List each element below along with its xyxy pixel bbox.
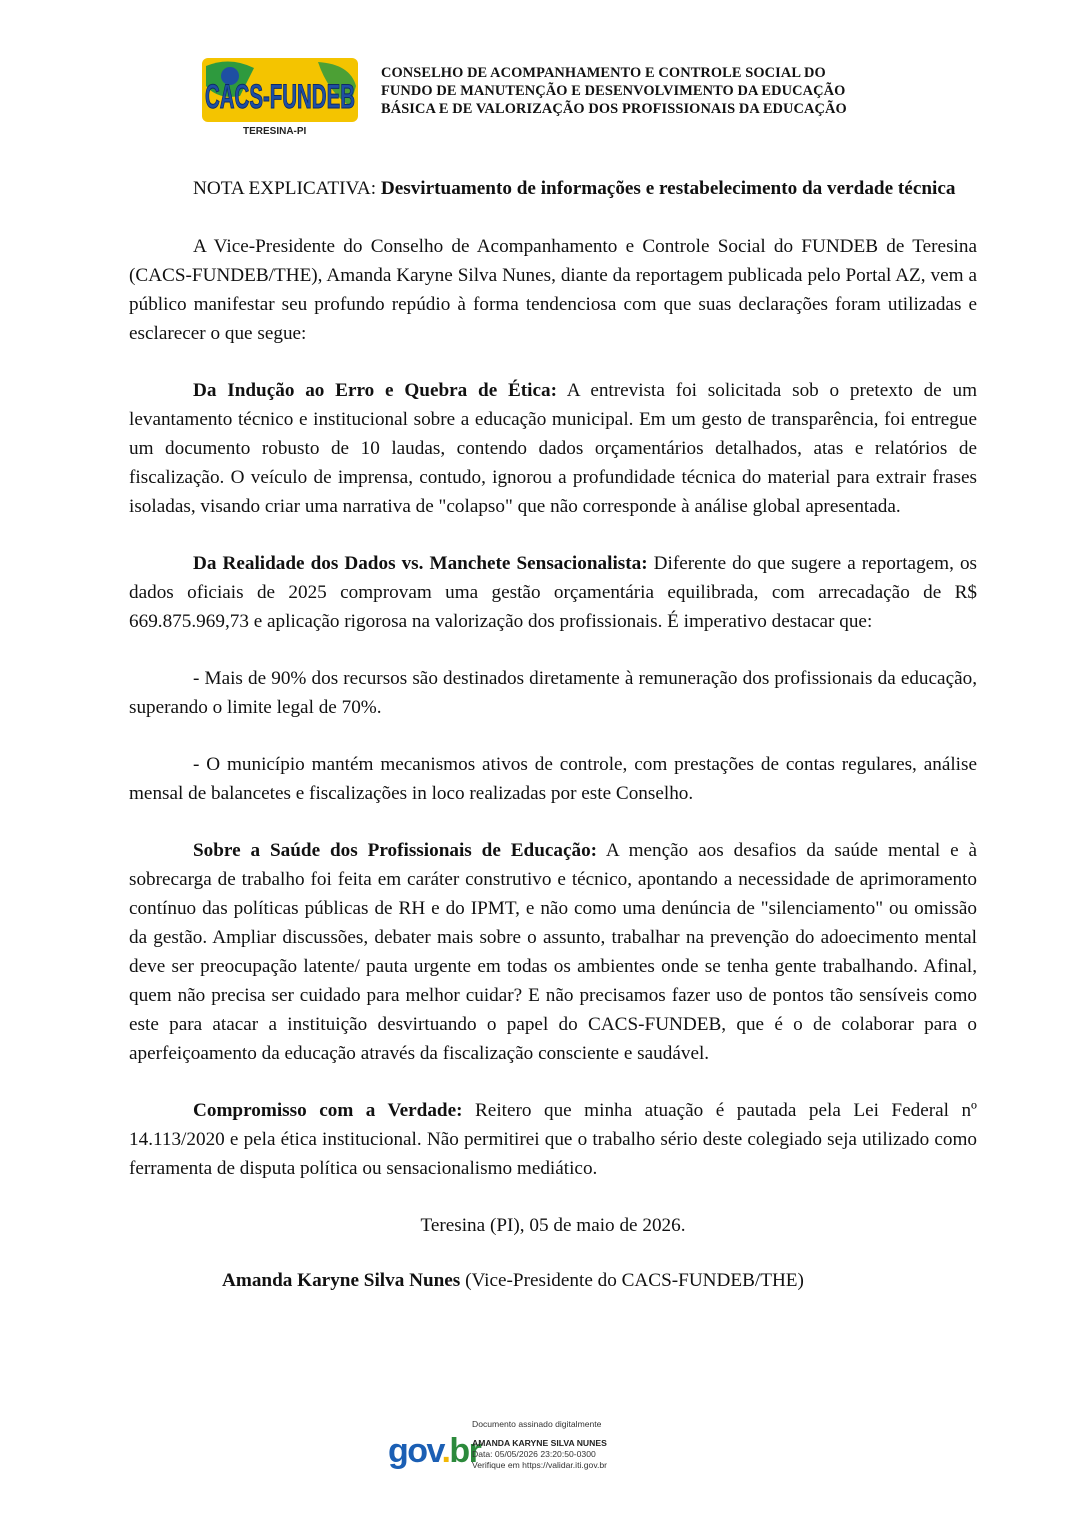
council-name xyxy=(381,64,941,118)
stamp-header: Documento assinado digitalmente xyxy=(472,1419,602,1429)
council-name-line: BÁSICA E DE VALORIZAÇÃO DOS PROFISSIONAIS DA EDUCAÇÃO xyxy=(381,101,847,117)
bullet-item: - Mais de 90% dos recursos são destinados diretamente à remuneração dos profissionais da educação, superando o limite legal de 70%. xyxy=(129,668,977,718)
council-name-line: FUNDO DE MANUTENÇÃO E DESENVOLVIMENTO DA EDUCAÇÃO xyxy=(381,83,846,99)
paragraph-realidade xyxy=(129,549,977,636)
paragraph-inducao xyxy=(129,376,977,521)
stamp-verify-link[interactable]: Verifique em https://validar.iti.gov.br xyxy=(472,1460,608,1470)
logo-subtitle: TERESINA-PI xyxy=(243,126,307,137)
document-body xyxy=(129,174,977,1295)
place-date: Teresina (PI), 05 de maio de 2026. xyxy=(420,1215,686,1236)
govbr-logo-dot: . xyxy=(441,1432,450,1470)
paragraph-heading: Compromisso com a Verdade: xyxy=(193,1100,463,1121)
paragraph-text: Reitero que minha atuação é pautada pela Lei Federal nº 14.113/2020 e pela ética institucional. Não permitirei que o trabalho sério deste colegiado seja utilizado como ferramenta de disputa política ou sensacionalismo mediático. xyxy=(129,1100,977,1179)
signer-name: Amanda Karyne Silva Nunes xyxy=(222,1270,461,1291)
paragraph-heading: Da Indução ao Erro e Quebra de Ética: xyxy=(193,380,558,401)
paragraph-text: A entrevista foi solicitada sob o pretexto de um levantamento técnico e institucional sobre a educação municipal. Em um gesto de transparência, foi entregue um documento robusto de 10 laudas, contendo dados orçamentários detalhados, atas e relatórios de fiscalização. O veículo de imprensa, contudo, ignorou a profundidade técnica do material para extrair frases isoladas, visando criar uma narrativa de "colapso" que não corresponde à análise global apresentada. xyxy=(129,380,977,517)
council-name-line: CONSELHO DE ACOMPANHAMENTO E CONTROLE SOCIAL DO xyxy=(381,65,826,81)
paragraph-heading: Da Realidade dos Dados vs. Manchete Sensacionalista: xyxy=(193,553,648,574)
note-heading: Desvirtuamento de informações e restabelecimento da verdade técnica xyxy=(380,178,956,199)
paragraph-heading: Sobre a Saúde dos Profissionais de Educação: xyxy=(193,840,598,861)
paragraph-saude xyxy=(129,836,977,1068)
stamp-date: Data: 05/05/2026 23:20:50-0300 xyxy=(472,1449,596,1459)
govbr-logo-br: br xyxy=(449,1432,481,1470)
logo-text: CACS-FUNDEB xyxy=(205,78,355,116)
paragraph-text: A menção aos desafios da saúde mental e à sobrecarga de trabalho foi feita em caráter construtivo e técnico, apontando a necessidade de aprimoramento contínuo das políticas públicas de RH e do IPMT, e não como uma denúncia de "silenciamento" ou omissão da gestão. Ampliar discussões, debater mais sobre o assunto, trabalhar na prevenção do adoecimento mental deve ser preocupação latente/ pauta urgente em todas os ambientes onde se tenha gente trabalhando. Afinal, quem não precisa ser cuidado para melhor cuidar? E não precisamos fazer uso de pontos tão sensíveis como este para atacar a instituição desvirtuando o papel do CACS-FUNDEB, que é o de colaborar para o aperfeiçoamento da educação através da fiscalização consciente e saudável. xyxy=(129,840,977,1064)
paragraph-text: Diferente do que sugere a reportagem, os dados oficiais de 2025 comprovam uma gestão orçamentária equilibrada, com arrecadação de R$ 669.875.969,73 e aplicação rigorosa na valorização dos profissionais. É imperativo destacar que: xyxy=(129,553,977,632)
digital-signature-stamp xyxy=(388,1416,688,1476)
stamp-signer: AMANDA KARYNE SILVA NUNES xyxy=(472,1438,607,1448)
note-label: NOTA EXPLICATIVA: xyxy=(193,178,381,199)
paragraph-compromisso xyxy=(129,1096,977,1183)
govbr-logo xyxy=(388,1434,480,1468)
intro-paragraph: A Vice-Presidente do Conselho de Acompanhamento e Controle Social do FUNDEB de Teresina (CACS-FUNDEB/THE), Amanda Karyne Silva Nunes, diante da reportagem publicada pelo Portal AZ, vem a público manifestar seu profundo repúdio à forma tendenciosa com que suas declarações foram utilizadas e esclarecer o que segue: xyxy=(129,236,977,344)
bullet-item: - O município mantém mecanismos ativos de controle, com prestações de contas regulares, análise mensal de balancetes e fiscalizações in loco realizadas por este Conselho. xyxy=(129,754,977,804)
document-header xyxy=(0,0,1080,150)
signature-line xyxy=(129,1266,977,1295)
signer-role: (Vice-Presidente do CACS-FUNDEB/THE) xyxy=(460,1270,804,1291)
govbr-logo-gov: gov xyxy=(388,1432,442,1470)
note-title xyxy=(129,174,977,203)
